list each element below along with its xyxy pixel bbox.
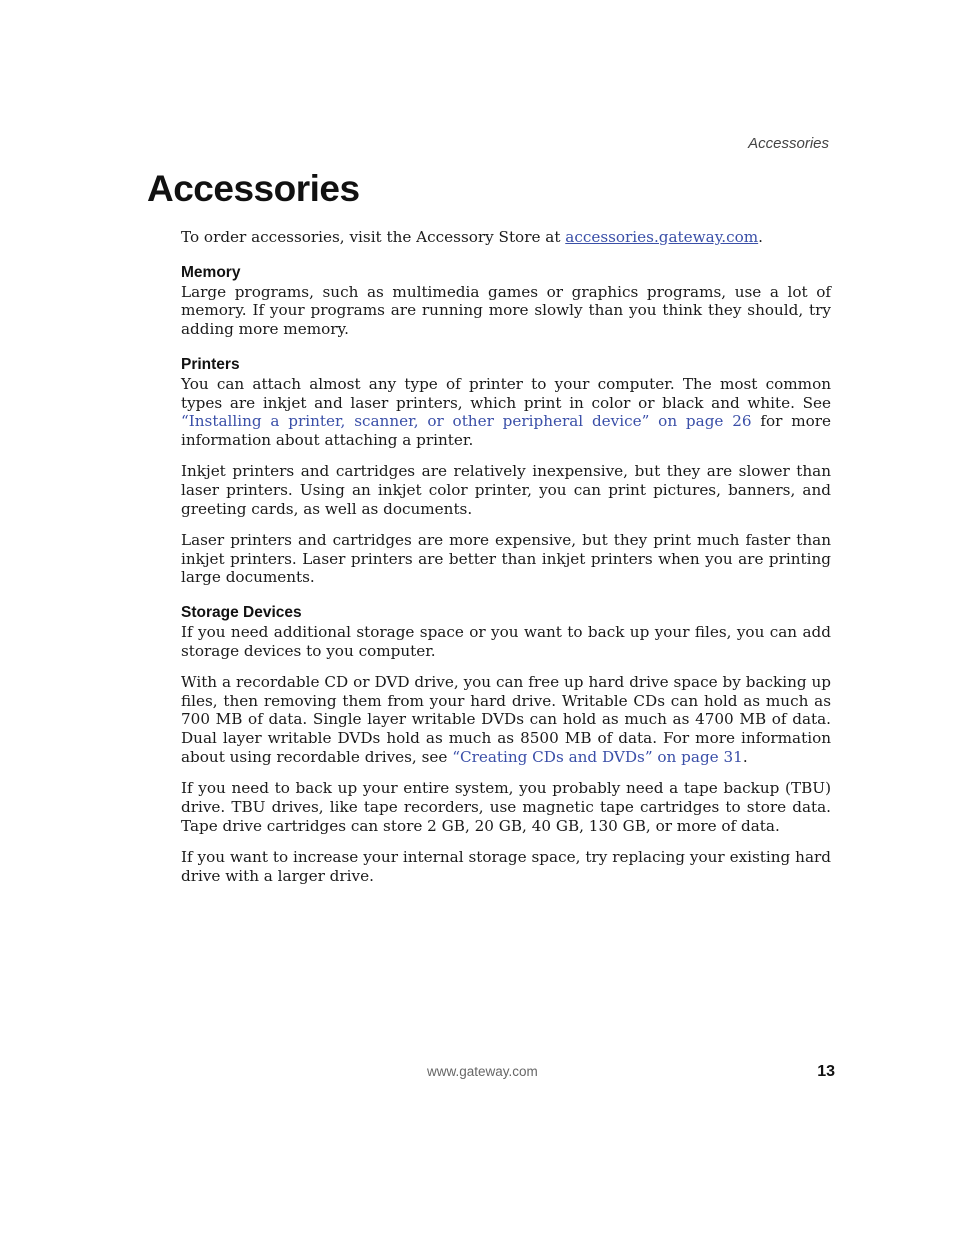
installing-printer-link[interactable]: “Installing a printer, scanner, or other peripheral device” on page 26 xyxy=(181,412,752,431)
storage-text-end: . xyxy=(742,747,748,766)
printers-paragraph-1 xyxy=(181,375,831,450)
intro-text: To order accessories, visit the Accessory Store at xyxy=(181,228,566,246)
storage-paragraph-2 xyxy=(181,673,831,767)
storage-paragraph-3: If you need to back up your entire system, you probably need a tape backup (TBU) drive. TBU drives, like tape recorders, use magnetic tape cartridges to store data. Tape drive cartridges can store 2 GB, 20 GB, 40 GB, 130 GB, or more of data. xyxy=(181,779,831,835)
intro-paragraph xyxy=(181,228,831,247)
footer-url: www.gateway.com xyxy=(427,1064,538,1079)
running-header: Accessories xyxy=(748,135,829,152)
printers-paragraph-2: Inkjet printers and cartridges are relatively inexpensive, but they are slower than laser printers. Using an inkjet color printer, you can print pictures, banners, and greeting cards, as well as documents. xyxy=(181,462,831,518)
section-heading-memory: Memory xyxy=(181,263,241,281)
memory-paragraph: Large programs, such as multimedia games or graphics programs, use a lot of memory. If your programs are running more slowly than you think they should, try adding more memory. xyxy=(181,282,831,339)
section-heading-printers: Printers xyxy=(181,355,240,373)
intro-text-end: . xyxy=(758,228,763,246)
storage-paragraph-1: If you need additional storage space or you want to back up your files, you can add storage devices to you computer. xyxy=(181,623,831,660)
printers-paragraph-3: Laser printers and cartridges are more expensive, but they print much faster than inkjet printers. Laser printers are better than inkjet printers when you are printing large documents. xyxy=(181,530,831,587)
accessory-store-link[interactable]: accessories.gateway.com xyxy=(565,228,759,246)
creating-cds-dvds-link[interactable]: “Creating CDs and DVDs” on page 31 xyxy=(452,747,743,766)
page-number: 13 xyxy=(817,1063,835,1080)
page-content xyxy=(181,228,831,885)
storage-text: With a recordable CD or DVD drive, you can free up hard drive space by backing up files, then removing them from your hard drive. Writable CDs can hold as much as 700 MB of data. Single layer writable DVDs can hold as much as 4700 MB of data. Dual layer writable DVDs hold as much as 8500 MB of data. For more information about using recordable drives, see xyxy=(181,673,831,766)
section-printers xyxy=(181,355,831,587)
printers-text-end: for more information about attaching a printer. xyxy=(181,412,831,449)
storage-paragraph-4: If you want to increase your internal storage space, try replacing your existing hard drive with a larger drive. xyxy=(181,847,831,885)
page-title: Accessories xyxy=(147,168,360,209)
printers-text: You can attach almost any type of printer to your computer. The most common types are inkjet and laser printers, which print in color or black and white. See xyxy=(181,374,831,412)
section-heading-storage-devices: Storage Devices xyxy=(181,604,302,622)
section-memory xyxy=(181,263,831,339)
section-storage-devices xyxy=(181,603,831,885)
